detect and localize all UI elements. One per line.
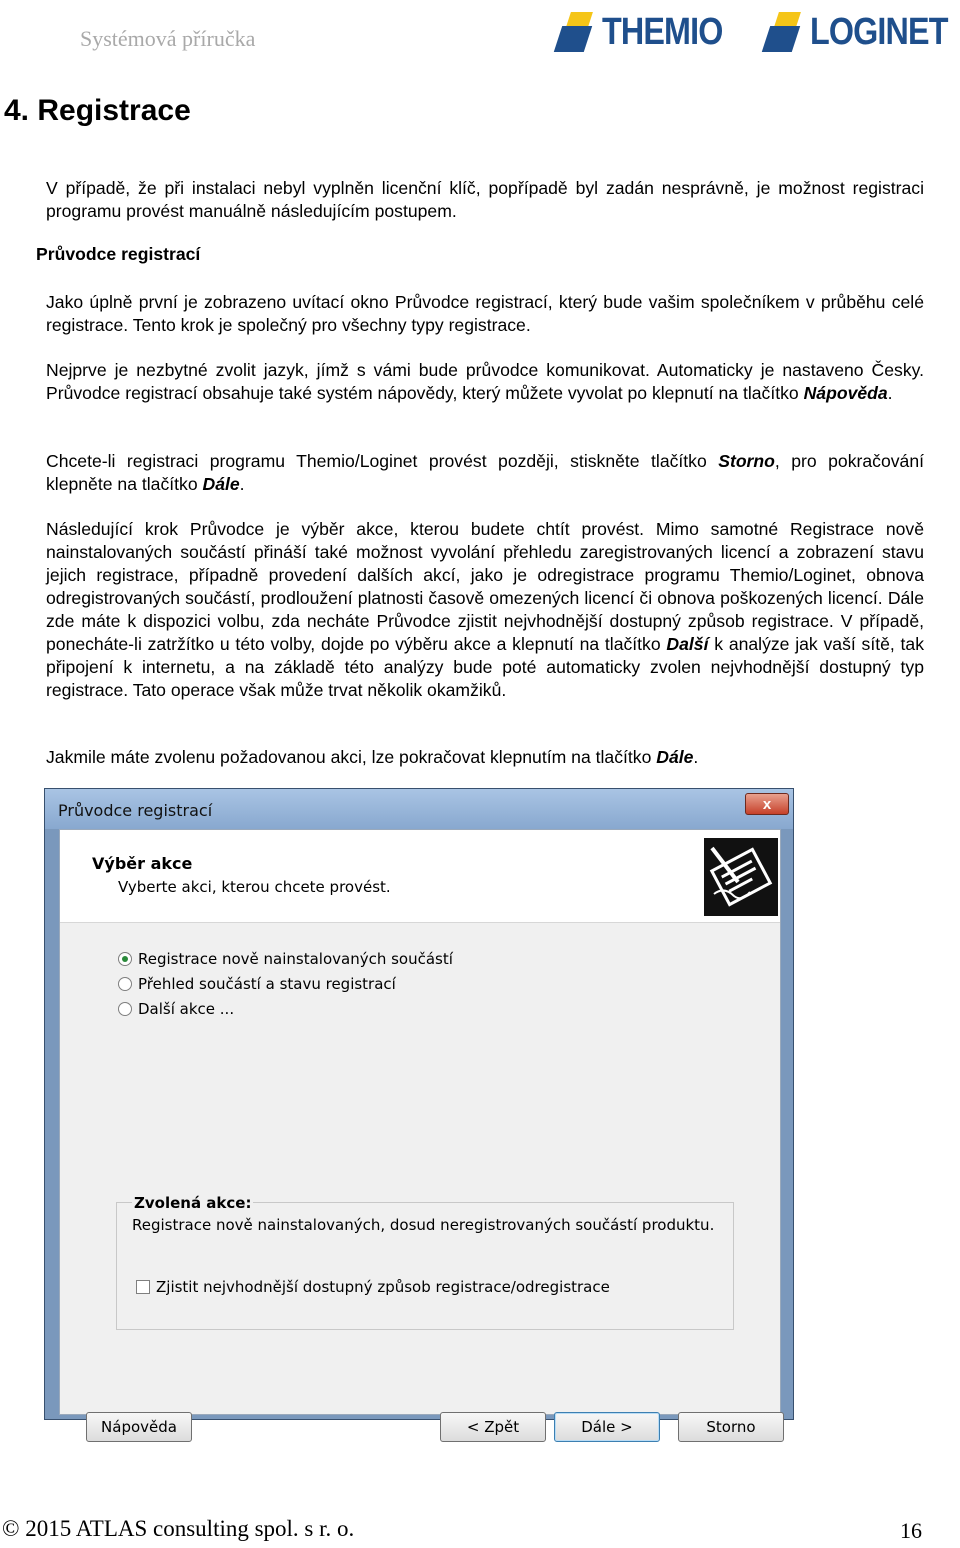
document-header-title: Systémová příručka [80,26,256,51]
themio-logo-text: THEMIO [602,10,723,53]
option-register-new[interactable] [118,950,453,968]
themio-logo [556,6,744,58]
paragraph-1: Jako úplně první je zobrazeno uvítací okno Průvodce registrací, který bude vašim společníkem v průběhu celé registrace. Tento krok je společný pro všechny typy registrace. [46,292,924,335]
wizard-client-area [59,829,781,1436]
back-button[interactable]: < Zpět [440,1412,546,1442]
close-icon: x [762,795,772,813]
help-button[interactable]: Nápověda [86,1412,192,1442]
close-button[interactable] [745,793,789,815]
registration-wizard-window [44,788,794,1436]
detect-best-method-checkbox[interactable] [136,1280,150,1294]
next-button-reference: Dále [202,474,240,494]
radio-other-actions[interactable] [118,1002,132,1016]
banner-subtitle: Vyberte akci, kterou chcete provést. [118,878,391,896]
themio-logo-mark [556,10,596,54]
subheading: Průvodce registrací [36,244,201,264]
option-other-actions[interactable] [118,1000,234,1018]
radio-register-new[interactable] [118,952,132,966]
wizard-banner [60,830,780,923]
paragraph-4: Následující krok Průvodce je výběr akce, kterou budete chtít provést. Mimo samotné Registrace nově nainstalovaných součástí přináší také možnost vyvolání přehledu zaregistrovaných licencí a zobrazení stavu jejich registrace, případně provedení dalších akcí, jako je odregistrace programu Themio/Loginet, obnova odregistrovaných součástí, prodloužení platnosti časově omezených licencí či obnova poškozených licencí. Dále zde máte k dispozici volbu, zda necháte Průvodce zjistit nejvhodnější dostupný způsob registrace. V případě, ponecháte-li zatržítko u této volby, dojde po výběru akce a klepnutí na tlačítko Další k analýze jak vaší sítě, tak připojení k internetu, a na základě této analýzy bude poté automaticky zvolen nejvhodnější dostupný typ registrace. Tato operace však může trvat několik okamžiků. [46,519,925,700]
cancel-button[interactable]: Storno [678,1412,784,1442]
next-button-reference-2: Další [666,634,709,654]
option-overview-label: Přehled součástí a stavu registrací [138,975,396,993]
loginet-logo [764,6,960,58]
loginet-logo-mark [764,10,804,54]
intro-paragraph: V případě, že při instalaci nebyl vyplněn licenční klíč, popřípadě byl zadán nesprávně, je možnost registraci programu provést manuálně následujícím postupem. [46,178,924,221]
option-register-new-label: Registrace nově nainstalovaných součástí [138,950,453,968]
registration-document-icon [704,838,778,916]
banner-title: Výběr akce [92,854,193,873]
radio-overview[interactable] [118,977,132,991]
paragraph-2: Nejprve je nezbytné zvolit jazyk, jímž s vámi bude průvodce komunikovat. Automaticky je nastaveno Česky. Průvodce registrací obsahuje také systém nápovědy, který můžete vyvolat po klepnutí na tlačítko Nápověda. [46,360,924,403]
paragraph-5: Jakmile máte zvolenu požadovanou akci, lze pokračovat klepnutím na tlačítko Dále. [46,747,699,767]
selected-action-description: Registrace nově nainstalovaných, dosud neregistrovaných součástí produktu. [132,1216,715,1234]
next-button[interactable]: Dále > [554,1412,660,1442]
footer-copyright: © 2015 ATLAS consulting spol. s r. o. [2,1516,355,1541]
detect-best-method-checkbox-row[interactable] [136,1278,610,1296]
next-button-reference-3: Dále [656,747,694,767]
page-number: 16 [900,1518,922,1543]
option-other-actions-label: Další akce ... [138,1000,235,1018]
help-button-reference: Nápověda [803,383,888,403]
loginet-logo-text: LOGINET [810,10,948,53]
window-title: Průvodce registrací [58,801,213,820]
cancel-button-reference: Storno [718,451,775,471]
section-heading: 4. Registrace [4,94,191,127]
option-overview[interactable] [118,975,396,993]
selected-action-legend: Zvolená akce: [134,1194,252,1212]
detect-best-method-label: Zjistit nejvhodnější dostupný způsob registrace/odregistrace [156,1278,610,1296]
paragraph-3: Chcete-li registraci programu Themio/Loginet provést později, stiskněte tlačítko Storno, pro pokračování klepněte na tlačítko Dále. [46,451,924,494]
